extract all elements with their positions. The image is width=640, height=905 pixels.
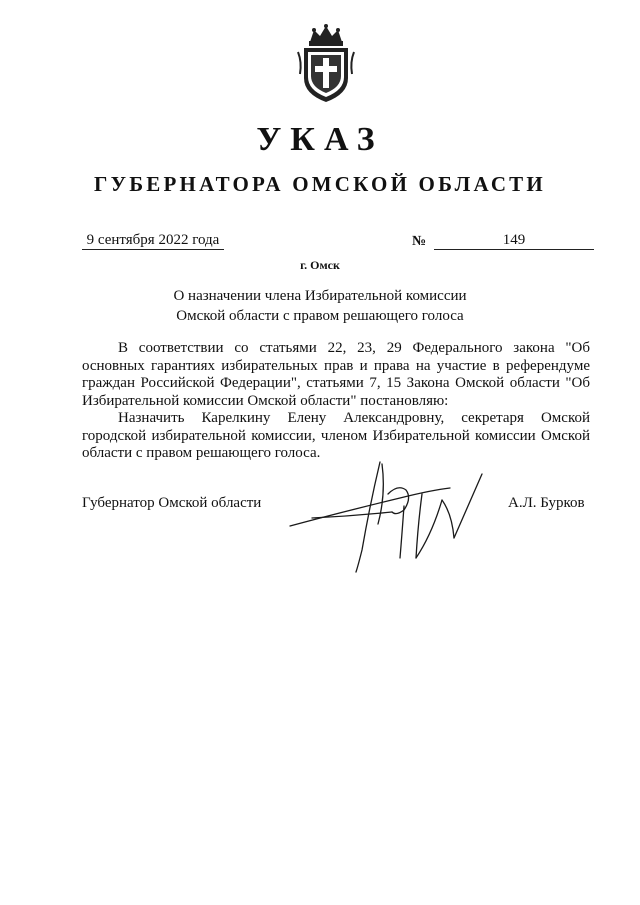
document-number: 149 bbox=[434, 231, 594, 250]
document-subject bbox=[0, 286, 640, 326]
document-body bbox=[82, 340, 590, 463]
signatory-position: Губернатор Омской области bbox=[82, 495, 262, 511]
document-city: г. Омск bbox=[300, 258, 340, 272]
document-date: 9 сентября 2022 года bbox=[82, 231, 224, 250]
document-issuer: ГУБЕРНАТОРА ОМСКОЙ ОБЛАСТИ bbox=[94, 172, 546, 196]
subject-line-2: Омской области с правом решающего голоса bbox=[176, 308, 464, 324]
document-title: УКАЗ bbox=[256, 121, 384, 158]
coat-of-arms-icon bbox=[296, 22, 356, 104]
body-paragraph-1: В соответствии со статьями 22, 23, 29 Федерального закона "Об основных гарантиях избирательных прав и права на участие в референдуме граждан Российской Федерации", статьями 7, 15 Закона Омской области "Об Избирательной комиссии Омской области" постановляю: bbox=[82, 340, 590, 409]
subject-line-1: О назначении члена Избирательной комиссии bbox=[173, 288, 467, 304]
number-sign: № bbox=[412, 234, 427, 249]
signatory-name: А.Л. Бурков bbox=[508, 495, 585, 511]
body-paragraph-2: Назначить Карелкину Елену Александровну, секретаря Омской городской избирательной комиссии, членом Избирательной комиссии Омской области с правом решающего голоса. bbox=[82, 410, 590, 461]
handwritten-signature bbox=[282, 454, 498, 574]
